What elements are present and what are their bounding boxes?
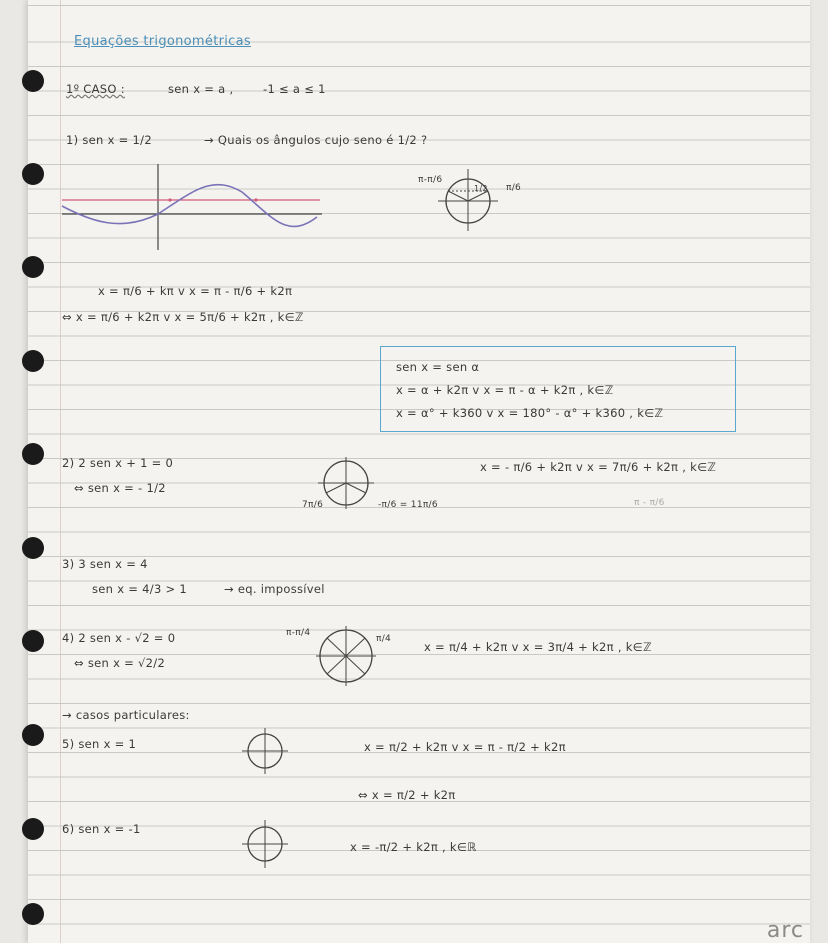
circle3-label-right: π/4 bbox=[376, 634, 392, 644]
ex3-step: sen x = 4/3 > 1 bbox=[92, 582, 188, 596]
formula-line1: sen x = sen α bbox=[396, 360, 480, 374]
circle2-label-left: 7π/6 bbox=[302, 500, 324, 510]
ex4-step: ⇔ sen x = √2/2 bbox=[74, 656, 166, 670]
unit-circle-4 bbox=[240, 726, 290, 776]
formula-line2: x = α + k2π v x = π - α + k2π , k∈ℤ bbox=[396, 383, 614, 397]
binder-hole bbox=[22, 256, 44, 278]
intersection-point bbox=[168, 198, 171, 201]
ex3-result: → eq. impossível bbox=[224, 582, 325, 596]
circle1-label-left: π-π/6 bbox=[418, 175, 443, 185]
ex6-solution: x = -π/2 + k2π , k∈ℝ bbox=[350, 840, 477, 854]
sine-curve bbox=[62, 185, 317, 227]
circle3-label-left: π-π/4 bbox=[286, 628, 311, 638]
circle1-label-mid: 1/2 bbox=[474, 184, 488, 193]
watermark: arc bbox=[766, 918, 804, 943]
ex1-line1: x = π/6 + kπ v x = π - π/6 + k2π bbox=[98, 284, 293, 298]
intersection-point bbox=[254, 198, 257, 201]
ex5-solution: x = π/2 + k2π v x = π - π/2 + k2π bbox=[364, 740, 566, 754]
case1-equation: sen x = a , bbox=[168, 82, 234, 96]
binder-hole bbox=[22, 350, 44, 372]
ex4-statement: 4) 2 sen x - √2 = 0 bbox=[62, 631, 176, 645]
circle2-label-right: -π/6 = 11π/6 bbox=[378, 500, 438, 510]
binder-hole bbox=[22, 163, 44, 185]
binder-hole bbox=[22, 70, 44, 92]
ex1-question: → Quais os ângulos cujo seno é 1/2 ? bbox=[204, 133, 428, 147]
case1-header: 1º CASO : bbox=[66, 82, 125, 96]
margin-line bbox=[60, 0, 61, 943]
unit-circle-1 bbox=[423, 163, 503, 233]
ex6-statement: 6) sen x = -1 bbox=[62, 822, 141, 836]
ex2-step: ⇔ sen x = - 1/2 bbox=[74, 481, 166, 495]
binder-hole bbox=[22, 903, 44, 925]
ex5-simplified: ⇔ x = π/2 + k2π bbox=[358, 788, 456, 802]
ex1-line2: ⇔ x = π/6 + k2π v x = 5π/6 + k2π , k∈ℤ bbox=[62, 310, 304, 324]
particular-header: → casos particulares: bbox=[62, 708, 190, 722]
ex2-statement: 2) 2 sen x + 1 = 0 bbox=[62, 456, 174, 470]
ex2-note: π - π/6 bbox=[634, 498, 665, 508]
unit-circle-3 bbox=[314, 624, 378, 688]
formula-line3: x = α° + k360 v x = 180° - α° + k360 , k∈ℤ bbox=[396, 406, 664, 420]
page-title: Equações trigonométricas bbox=[74, 34, 251, 49]
ex1-statement: 1) sen x = 1/2 bbox=[66, 133, 152, 147]
circle1-label-right: π/6 bbox=[506, 183, 522, 193]
ex5-statement: 5) sen x = 1 bbox=[62, 737, 137, 751]
binder-hole bbox=[22, 537, 44, 559]
binder-hole bbox=[22, 443, 44, 465]
binder-hole bbox=[22, 724, 44, 746]
ex2-solution: x = - π/6 + k2π v x = 7π/6 + k2π , k∈ℤ bbox=[480, 460, 717, 474]
binder-hole bbox=[22, 630, 44, 652]
notebook-page bbox=[28, 0, 810, 943]
binder-hole bbox=[22, 818, 44, 840]
unit-circle-2 bbox=[314, 455, 378, 511]
ex3-statement: 3) 3 sen x = 4 bbox=[62, 557, 148, 571]
ex4-solution: x = π/4 + k2π v x = 3π/4 + k2π , k∈ℤ bbox=[424, 640, 652, 654]
unit-circle-5 bbox=[240, 818, 290, 870]
case1-condition: -1 ≤ a ≤ 1 bbox=[263, 82, 326, 96]
sine-graph bbox=[62, 162, 332, 252]
